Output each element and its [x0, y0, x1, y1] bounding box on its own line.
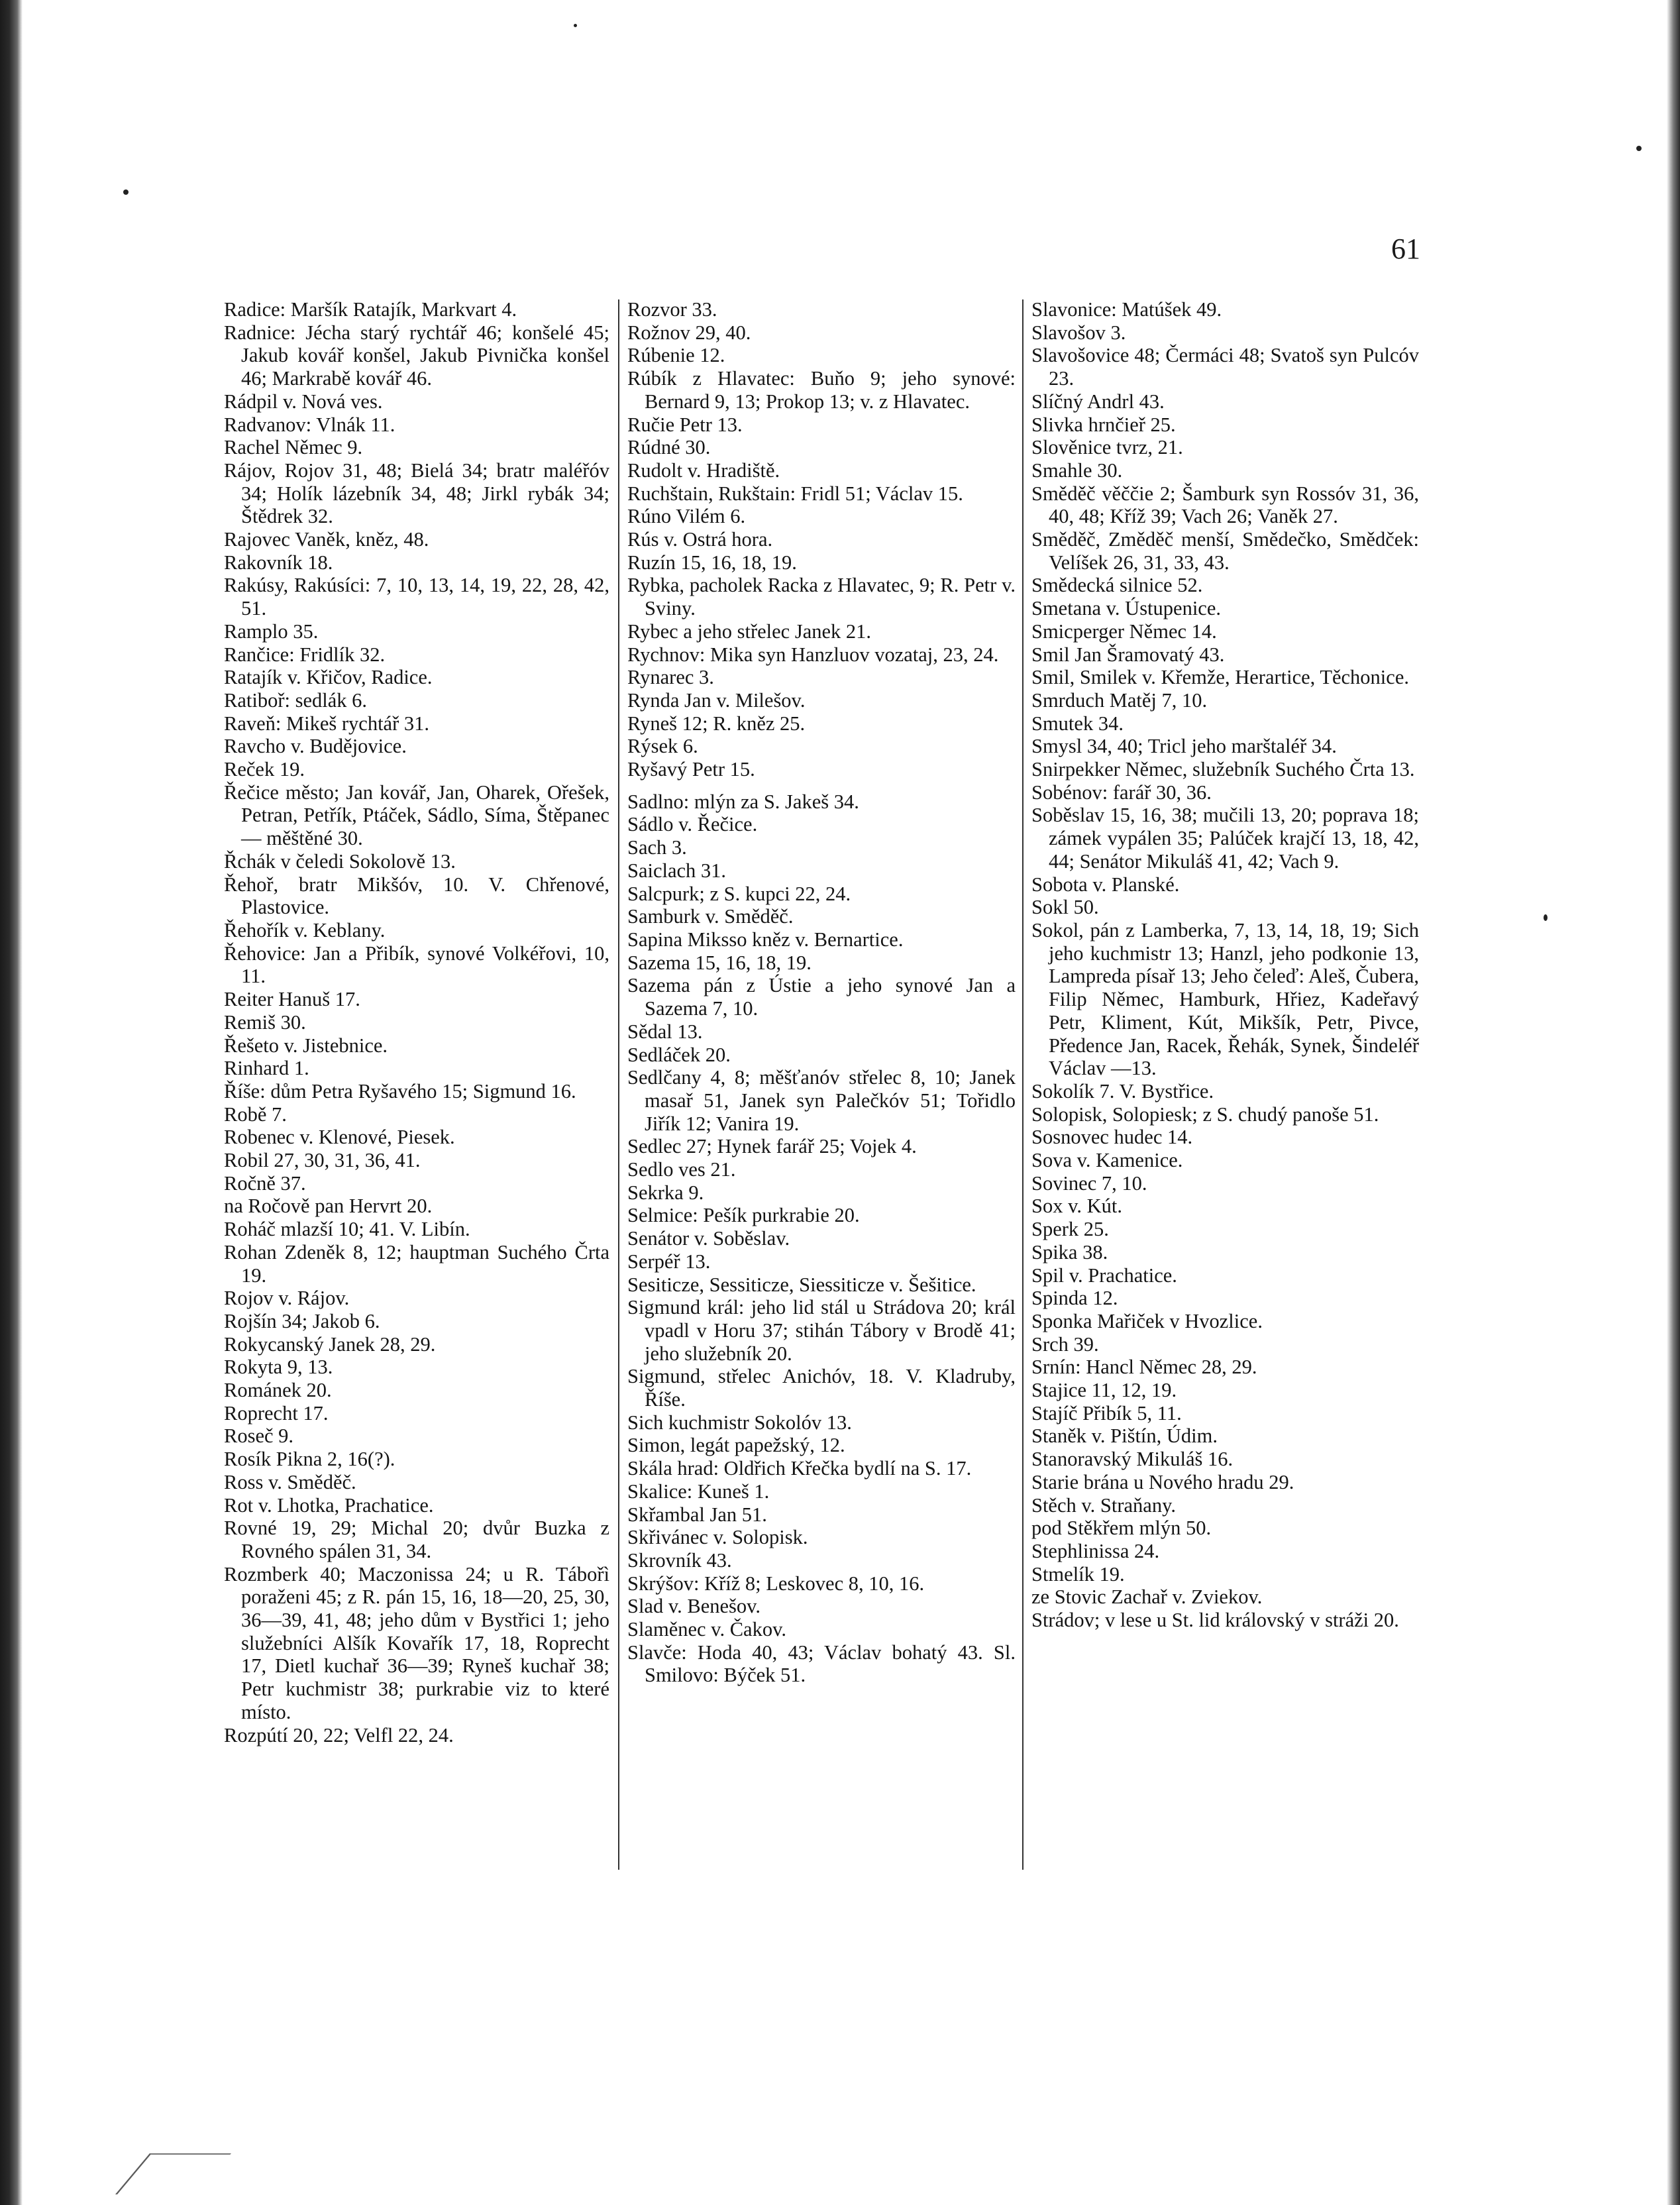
index-entry: Slaměnec v. Čakov. — [627, 1618, 786, 1641]
index-entry: Rájov, Rojov 31, 48; Bielá 34; bratr maléřóv 34; Holík lázebník 34, 48; Jirkl rybák 34; Štědrek 32. — [224, 458, 609, 528]
index-entry: Sponka Mařiček v Hvozlice. — [1031, 1309, 1263, 1332]
index-entry: Rosík Pikna 2, 16(?). — [224, 1448, 395, 1471]
index-entry: Strádov; v lese u St. lid královský v stráži 20. — [1031, 1609, 1399, 1632]
index-entry: Sádlo v. Řečice. — [627, 813, 758, 836]
index-entry: Rot v. Lhotka, Prachatice. — [224, 1493, 434, 1517]
index-entry: Rojov v. Rájov. — [224, 1287, 350, 1310]
index-entry: Rinhard 1. — [224, 1057, 309, 1080]
index-entry: Smahle 30. — [1031, 458, 1123, 482]
index-entry: Starie brána u Nového hradu 29. — [1031, 1470, 1294, 1493]
index-entry: Rakúsy, Rakúsíci: 7, 10, 13, 14, 19, 22, 28, 42, 51. — [224, 574, 609, 620]
index-entry: Říše: dům Petra Ryšavého 15; Sigmund 16. — [224, 1079, 576, 1102]
index-entry: Smil, Smilek v. Křemže, Herartice, Těchonice. — [1031, 666, 1409, 689]
print-speck — [574, 24, 577, 27]
index-entry: Rohan Zdeněk 8, 12; hauptman Suchého Črta 19. — [224, 1240, 609, 1287]
index-entry: Sigmund, střelec Anichóv, 18. V. Kladruby, Říše. — [627, 1365, 1016, 1411]
index-entry: Rakovník 18. — [224, 551, 333, 574]
index-entry: Sedlo ves 21. — [627, 1158, 736, 1181]
index-entry: Sokl 50. — [1031, 896, 1099, 919]
index-entry: Sach 3. — [627, 836, 687, 859]
index-entry: Stanoravský Mikuláš 16. — [1031, 1448, 1234, 1471]
index-entry: Řešeto v. Jistebnice. — [224, 1034, 388, 1057]
index-entry: Remiš 30. — [224, 1010, 306, 1034]
index-entry: Ruzín 15, 16, 18, 19. — [627, 551, 797, 574]
index-entry: Ryšavý Petr 15. — [627, 758, 755, 781]
index-entry: Reček 19. — [224, 758, 305, 781]
index-entry: Řchák v čeledi Sokolově 13. — [224, 849, 456, 873]
index-entry: Sedláček 20. — [627, 1043, 731, 1066]
index-entry: Sědal 13. — [627, 1020, 703, 1043]
index-entry: Sich kuchmistr Sokolóv 13. — [627, 1411, 852, 1434]
page-edge-shadow — [1667, 0, 1680, 2205]
index-entry: Smicperger Němec 14. — [1031, 619, 1217, 643]
index-entry: pod Stěkřem mlýn 50. — [1031, 1517, 1212, 1540]
index-entry: Rozvor 33. — [627, 298, 717, 321]
index-entry: Sadlno: mlýn za S. Jakeš 34. — [627, 790, 859, 813]
index-entry: Rožnov 29, 40. — [627, 321, 751, 344]
index-entry: Soběslav 15, 16, 38; mučili 13, 20; poprava 18; zámek vypálen 35; Palúček krajčí 13, 18, 42, 44; Senátor Mikuláš 41, 42; Vach 9. — [1031, 804, 1419, 873]
index-entry: Rozpútí 20, 22; Velfl 22, 24. — [224, 1723, 454, 1747]
index-column-3 — [1031, 298, 1419, 1632]
index-column-1 — [224, 298, 609, 1747]
index-entry: Rýsek 6. — [627, 735, 698, 758]
index-entry: Radvanov: Vlnák 11. — [224, 413, 395, 436]
index-entry: Ramplo 35. — [224, 619, 319, 643]
index-entry: Selmice: Pešík purkrabie 20. — [627, 1204, 860, 1227]
index-entry: Rachel Němec 9. — [224, 436, 363, 459]
index-entry: Reiter Hanuš 17. — [224, 988, 360, 1011]
index-entry: Sedlčany 4, 8; měšťanóv střelec 8, 10; Janek masař 51, Janek syn Palečkóv 51; Tořidlo Jiřík 12; Vanira 19. — [627, 1066, 1016, 1135]
index-entry: Slavče: Hoda 40, 43; Václav bohatý 43. Sl. Smilovo: Býček 51. — [627, 1640, 1016, 1687]
index-entry: Solopisk, Solopiesk; z S. chudý panoše 51. — [1031, 1102, 1379, 1126]
index-entry: Rúno Vilém 6. — [627, 505, 746, 528]
index-entry: Robil 27, 30, 31, 36, 41. — [224, 1149, 421, 1172]
index-entry: Smil Jan Šramovatý 43. — [1031, 643, 1225, 666]
index-entry: Rokyta 9, 13. — [224, 1356, 333, 1379]
index-entry: Sperk 25. — [1031, 1218, 1109, 1241]
index-entry: Sazema pán z Ústie a jeho synové Jan a Sazema 7, 10. — [627, 974, 1016, 1020]
index-entry: Radice: Maršík Ratajík, Markvart 4. — [224, 298, 517, 321]
index-entry: Sedlec 27; Hynek farář 25; Vojek 4. — [627, 1135, 917, 1158]
index-entry: Salcpurk; z S. kupci 22, 24. — [627, 882, 851, 905]
index-entry: Sobénov: farář 30, 36. — [1031, 780, 1212, 804]
index-entry: Slavošov 3. — [1031, 321, 1126, 344]
index-entry: Sapina Miksso kněz v. Bernartice. — [627, 928, 904, 951]
index-entry: Roseč 9. — [224, 1425, 294, 1448]
index-entry: Ratajík v. Křičov, Radice. — [224, 666, 433, 689]
index-entry: Skřivánec v. Solopisk. — [627, 1526, 808, 1549]
index-entry: Smutek 34. — [1031, 712, 1124, 735]
index-entry: na Ročově pan Hervrt 20. — [224, 1195, 433, 1218]
index-entry: Rudolt v. Hradiště. — [627, 458, 780, 482]
index-entry: Spil v. Prachatice. — [1031, 1264, 1177, 1287]
index-entry: Stěch v. Straňany. — [1031, 1493, 1176, 1517]
corner-fold-mark — [115, 2153, 231, 2194]
index-entry: Robenec v. Klenové, Piesek. — [224, 1126, 455, 1149]
index-entry: Sokol, pán z Lamberka, 7, 13, 14, 18, 19; Sich jeho kuchmistr 13; Hanzl, jeho podkonie 13, Lampreda písař 13; Jeho čeleď: Aleš, Čubera, Filip Němec, Hamburk, Hřiez, Kadeřavý Petr, Kliment, Kút, Mikšík, Petr, Pivce, Předence Jan, Racek, Řehák, Synek, Šindeléř Václav —13. — [1031, 918, 1419, 1080]
index-entry: Slad v. Benešov. — [627, 1595, 761, 1618]
index-entry: Skrýšov: Kříž 8; Leskovec 8, 10, 16. — [627, 1572, 925, 1595]
index-entry: Slíčný Andrl 43. — [1031, 390, 1165, 413]
index-entry: Smrduch Matěj 7, 10. — [1031, 688, 1208, 712]
index-entry: Ratiboř: sedlák 6. — [224, 688, 368, 712]
index-entry: Rybka, pacholek Racka z Hlavatec, 9; R. Petr v. Sviny. — [627, 574, 1016, 620]
index-column-2 — [627, 298, 1016, 1687]
index-entry: Slivka hrnčieř 25. — [1031, 413, 1176, 436]
index-entry: Ross v. Směděč. — [224, 1470, 356, 1493]
index-entry: Senátor v. Soběslav. — [627, 1227, 790, 1250]
index-entry: Stephlinissa 24. — [1031, 1539, 1160, 1562]
index-entry: Skrovník 43. — [627, 1548, 732, 1572]
index-entry: Slověnice tvrz, 21. — [1031, 436, 1183, 459]
index-entry: Ravcho v. Budějovice. — [224, 735, 407, 758]
index-entry: Rús v. Ostrá hora. — [627, 528, 773, 551]
index-entry: Rúdné 30. — [627, 436, 711, 459]
index-entry: Rokycanský Janek 28, 29. — [224, 1332, 436, 1356]
index-entry: Řehoř, bratr Mikšóv, 10. V. Chřenové, Plastovice. — [224, 873, 609, 919]
index-entry: Stajice 11, 12, 19. — [1031, 1379, 1177, 1402]
index-entry: Řečice město; Jan kovář, Jan, Oharek, Ořešek, Petran, Petřík, Ptáček, Sádlo, Síma, Štěpanec — měštěné 30. — [224, 780, 609, 850]
index-entry: Rynarec 3. — [627, 666, 714, 689]
index-entry: Radnice: Jécha starý rychtář 46; konšelé 45; Jakub kovář konšel, Jakub Pivnička konšel 46; Markrabě kovář 46. — [224, 321, 609, 390]
index-entry: Rádpil v. Nová ves. — [224, 390, 383, 413]
index-entry: Sesiticze, Sessiticze, Siessiticze v. Šešitice. — [627, 1273, 976, 1296]
index-entry: Sigmund král: jeho lid stál u Strádova 20; král vpadl v Horu 37; stihán Tábory v Brodě 41; jeho služebník 20. — [627, 1296, 1016, 1365]
index-entry: Skála hrad: Oldřich Křečka bydlí na S. 17. — [627, 1457, 972, 1480]
index-entry: Rychnov: Mika syn Hanzluov vozataj, 23, 24. — [627, 643, 999, 666]
column-divider — [618, 299, 619, 1870]
index-entry: Serpéř 13. — [627, 1250, 711, 1273]
print-speck — [1636, 146, 1642, 151]
index-entry: Řehořík v. Keblany. — [224, 918, 386, 941]
page-binding-shadow — [0, 0, 23, 2205]
index-entry: Spika 38. — [1031, 1240, 1108, 1264]
index-entry: Roháč mlazší 10; 41. V. Libín. — [224, 1218, 470, 1241]
index-entry: Raveň: Mikeš rychtář 31. — [224, 712, 430, 735]
index-entry: Rúbenie 12. — [627, 344, 725, 367]
index-entry: Smědecká silnice 52. — [1031, 574, 1203, 597]
index-entry: Řehovice: Jan a Přibík, synové Volkéřovi, 10, 11. — [224, 941, 609, 988]
index-entry: Stmelík 19. — [1031, 1562, 1125, 1586]
index-entry: Sekrka 9. — [627, 1181, 704, 1204]
index-entry: Skřambal Jan 51. — [627, 1503, 767, 1526]
index-entry: Sokolík 7. V. Bystřice. — [1031, 1079, 1214, 1102]
index-entry: Staněk v. Pištín, Údim. — [1031, 1425, 1218, 1448]
index-entry: Románek 20. — [224, 1379, 332, 1402]
page-number: 61 — [1391, 233, 1420, 265]
index-entry: Rúbík z Hlavatec: Buňo 9; jeho synové: Bernard 9, 13; Prokop 13; v. z Hlavatec. — [627, 367, 1016, 413]
index-entry: Rajovec Vaněk, kněz, 48. — [224, 528, 429, 551]
index-entry: Sox v. Kút. — [1031, 1195, 1122, 1218]
index-entry: Rančice: Fridlík 32. — [224, 643, 386, 666]
print-speck — [123, 189, 129, 195]
index-entry: Směděč, Změděč menší, Smědečko, Smědček: Velíšek 26, 31, 33, 43. — [1031, 528, 1419, 574]
index-entry: Sova v. Kamenice. — [1031, 1149, 1183, 1172]
index-entry: Sovinec 7, 10. — [1031, 1171, 1147, 1195]
index-entry: Simon, legát papežský, 12. — [627, 1434, 845, 1457]
index-entry: ze Stovic Zachař v. Zviekov. — [1031, 1586, 1263, 1609]
index-entry: Ručie Petr 13. — [627, 413, 743, 436]
column-divider — [1022, 299, 1024, 1870]
index-entry: Roprecht 17. — [224, 1401, 329, 1425]
index-entry: Saiclach 31. — [627, 859, 727, 882]
index-entry: Spinda 12. — [1031, 1287, 1118, 1310]
index-entry: Rynda Jan v. Milešov. — [627, 688, 806, 712]
index-entry: Srch 39. — [1031, 1332, 1099, 1356]
index-entry: Slavošovice 48; Čermáci 48; Svatoš syn Pulcóv 23. — [1031, 344, 1419, 390]
index-entry: Skalice: Kuneš 1. — [627, 1479, 770, 1503]
index-entry: Ryneš 12; R. kněz 25. — [627, 712, 806, 735]
index-entry: Stajíč Přibík 5, 11. — [1031, 1401, 1182, 1425]
index-entry: Sosnovec hudec 14. — [1031, 1126, 1193, 1149]
index-entry: Srnín: Hancl Němec 28, 29. — [1031, 1356, 1257, 1379]
index-entry: Rojšín 34; Jakob 6. — [224, 1309, 380, 1332]
index-entry: Ruchštain, Rukštain: Fridl 51; Václav 15. — [627, 482, 963, 505]
index-entry: Snirpekker Němec, služebník Suchého Črta 13. — [1031, 758, 1415, 781]
index-entry: Rozmberk 40; Maczonissa 24; u R. Tábořì poraženi 45; z R. pán 15, 16, 18—20, 25, 30, 36—39, 41, 48; jeho dům v Bystřici 1; jeho služebníci Alšík Kovařík 17, 18, Roprecht 17, Dietl kuchař 36—39; Ryneš kuchař 38; Petr kuchmistr 38; purkrabie viz to které místo. — [224, 1562, 609, 1723]
index-entry: Rybec a jeho střelec Janek 21. — [627, 619, 872, 643]
print-speck — [1544, 914, 1548, 921]
index-entry: Slavonice: Matúšek 49. — [1031, 298, 1222, 321]
index-entry: Samburk v. Směděč. — [627, 905, 794, 928]
index-entry: Ročně 37. — [224, 1171, 306, 1195]
index-entry: Robě 7. — [224, 1102, 287, 1126]
index-entry: Smysl 34, 40; Tricl jeho marštaléř 34. — [1031, 735, 1337, 758]
index-entry: Smetana v. Ústupenice. — [1031, 597, 1221, 620]
index-entry: Směděč věččie 2; Šamburk syn Rossóv 31, 36, 40, 48; Kříž 39; Vach 26; Vaněk 27. — [1031, 482, 1419, 528]
index-entry: Sobota v. Planské. — [1031, 873, 1180, 896]
index-entry: Sazema 15, 16, 18, 19. — [627, 951, 812, 974]
index-entry: Rovné 19, 29; Michal 20; dvůr Buzka z Rovného spálen 31, 34. — [224, 1517, 609, 1562]
